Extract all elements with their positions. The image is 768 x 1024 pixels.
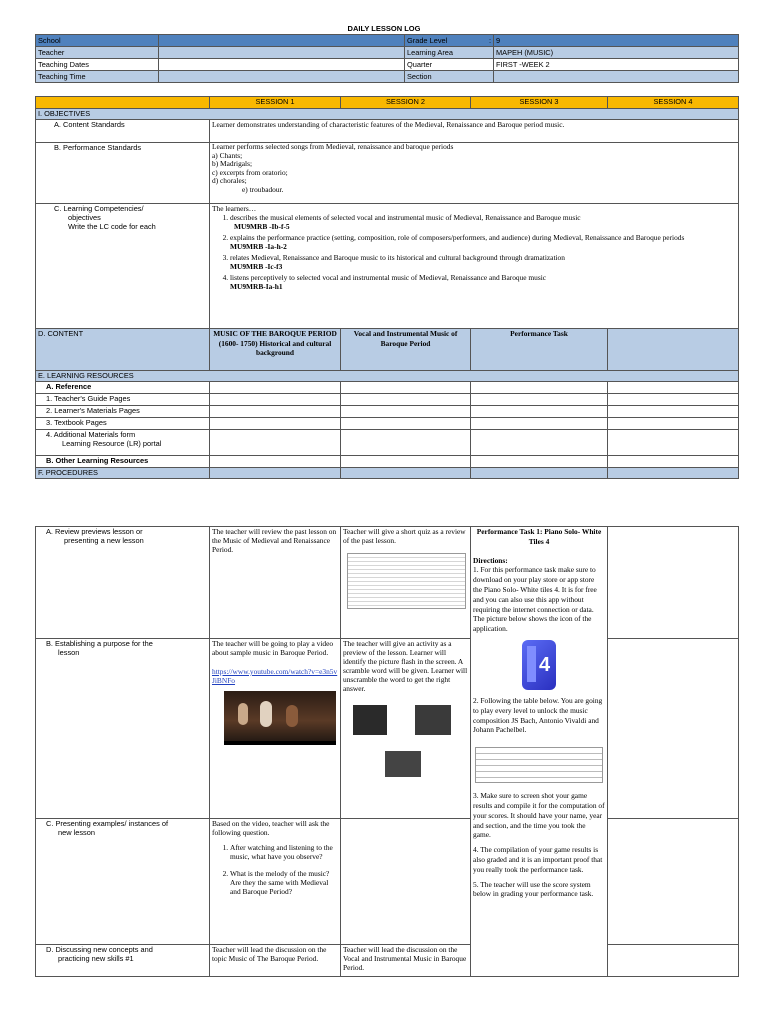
content-session-2: Vocal and Instrumental Music of Baroque Period bbox=[341, 329, 471, 371]
performance-line: b) Madrigals; bbox=[212, 159, 253, 169]
page-title: DAILY LESSON LOG bbox=[347, 24, 421, 33]
video-link[interactable]: https://www.youtube.com/watch?v=e3n5vJiBNFo bbox=[212, 667, 338, 685]
school-value[interactable] bbox=[159, 35, 405, 47]
procedure-b-session-1: The teacher will be going to play a video about sample music in Baroque Period. https://www.youtube.com/watch?v=e3n5vJiBNFo bbox=[210, 639, 341, 819]
quarter-label: Quarter bbox=[405, 59, 494, 71]
lc-list bbox=[212, 213, 736, 291]
procedures-heading: F. PROCEDURES bbox=[36, 468, 210, 479]
learning-competencies-text bbox=[210, 204, 739, 329]
performance-standards-text bbox=[210, 143, 739, 204]
lc-intro: The learners… bbox=[212, 204, 257, 213]
guide-question: 2. What is the melody of the music? Are they the same with Medieval and Baroque Period? bbox=[230, 869, 338, 896]
procedure-d-session-4 bbox=[608, 945, 739, 977]
directions-step: 4. The compilation of your game results is also graded and it is an important proof that you really took the performance task. bbox=[473, 845, 603, 874]
area-label: Learning Area bbox=[405, 47, 494, 59]
procedure-a-session-1: The teacher will review the past lesson on the Music of Medieval and Renaissance Period. bbox=[210, 527, 341, 639]
session-2-header: SESSION 2 bbox=[341, 97, 471, 109]
session-1-header: SESSION 1 bbox=[210, 97, 341, 109]
quiz-image bbox=[347, 553, 466, 609]
directions-heading: Directions: bbox=[473, 555, 508, 565]
procedures-table bbox=[35, 526, 739, 977]
directions-step: 1. For this performance task make sure to download on your play store or app store the Piano Solo- White tiles 4. It is for free and you can also use this app without requiring the internet connection or data. The picture below shows the icon of the application. bbox=[473, 565, 597, 634]
lc-item: 3. relates Medieval, Renaissance and Baroque music to its historical and cultural background through dramatization MU9MRB -Ic-f3 bbox=[230, 253, 736, 271]
guide-questions bbox=[212, 843, 338, 896]
procedure-b-session-4 bbox=[608, 639, 739, 819]
textbook-pages-label: 3. Textbook Pages bbox=[36, 418, 210, 430]
objectives-heading: I. OBJECTIVES bbox=[36, 109, 739, 120]
procedure-a-label: A. Review previews lesson or presenting a new lesson bbox=[36, 527, 210, 639]
quarter-value[interactable]: FIRST -WEEK 2 bbox=[494, 59, 739, 71]
procedure-d-label: D. Discussing new concepts and practicing new skills #1 bbox=[36, 945, 210, 977]
lesson-table bbox=[35, 96, 739, 479]
performance-line: e) troubadour. bbox=[242, 184, 284, 194]
procedure-a-session-2: Teacher will give a short quiz as a review of the past lesson. bbox=[341, 527, 471, 639]
levels-table-image bbox=[475, 747, 603, 783]
composer-portrait bbox=[353, 705, 387, 735]
procedure-b-session-2: The teacher will give an activity as a preview of the lesson. Learner will identify the picture flash in the screen. A scramble word will be given. Learner will unscramble the word to get the right answer. bbox=[341, 639, 471, 819]
teacher-label: Teacher bbox=[36, 47, 159, 59]
guide-question: 1. After watching and listening to the music, what have you observe? bbox=[230, 843, 338, 861]
resources-heading: E. LEARNING RESOURCES bbox=[36, 371, 739, 382]
composer-portrait bbox=[415, 705, 451, 735]
procedure-d-session-1: Teacher will lead the discussion on the topic Music of The Baroque Period. bbox=[210, 945, 341, 977]
lm-pages-label: 2. Learner's Materials Pages bbox=[36, 406, 210, 418]
video-thumbnail[interactable] bbox=[224, 691, 336, 745]
performance-task-cell bbox=[471, 527, 608, 977]
directions-step: 3. Make sure to screen shot your game results and compile it for the computation of your scores. It should have your name, year and section, and the time you took the game. bbox=[473, 791, 605, 840]
session-3-header: SESSION 3 bbox=[471, 97, 608, 109]
area-value[interactable]: MAPEH (MUSIC) bbox=[494, 47, 739, 59]
content-label: D. CONTENT bbox=[36, 329, 210, 371]
lc-item: 1. describes the musical elements of selected vocal and instrumental music of Medieval, Renaissance and Baroque music MU9MRB -Ib-f-5 bbox=[230, 213, 736, 231]
header-table bbox=[35, 34, 739, 83]
time-label: Teaching Time bbox=[36, 71, 159, 83]
grade-label: Grade Level : bbox=[405, 35, 494, 47]
composer-portrait bbox=[385, 751, 421, 777]
content-standards-text: Learner demonstrates understanding of characteristic features of the Medieval, Renaissance and Baroque period music. bbox=[210, 120, 739, 143]
procedure-b-label: B. Establishing a purpose for the lesson bbox=[36, 639, 210, 819]
tg-pages-label: 1. Teacher's Guide Pages bbox=[36, 394, 210, 406]
content-session-4 bbox=[608, 329, 739, 371]
lc-item: 2. explains the performance practice (setting, composition, role of composers/performers, and audience) during Medieval, Renaissance and Baroque periods MU9MRB -Ia-h-2 bbox=[230, 233, 736, 251]
dates-value[interactable] bbox=[159, 59, 405, 71]
content-standards-label: A. Content Standards bbox=[36, 120, 210, 143]
directions-step: 2. Following the table below. You are going to play every level to unlock the music composition JS Bach, Antonio Vivaldi and Johann Pachelbel. bbox=[473, 695, 603, 735]
performance-standards-label: B. Performance Standards bbox=[36, 143, 210, 204]
procedure-d-session-2: Teacher will lead the discussion on the Vocal and Instrumental Music in Baroque Period. bbox=[341, 945, 471, 977]
performance-line: c) excerpts from oratorio; bbox=[212, 167, 288, 177]
dates-label: Teaching Dates bbox=[36, 59, 159, 71]
procedure-c-session-2 bbox=[341, 819, 471, 945]
learning-competencies-label: C. Learning Competencies/ objectives Write the LC code for each bbox=[36, 204, 210, 329]
content-session-1: MUSIC OF THE BAROQUE PERIOD (1600- 1750) Historical and cultural background bbox=[210, 329, 341, 371]
lc-item: 4. listens perceptively to selected vocal and instrumental music of Medieval, Renaissance and Baroque music MU9MRB-Ia-h1 bbox=[230, 273, 736, 291]
time-value[interactable] bbox=[159, 71, 405, 83]
grade-value[interactable]: 9 bbox=[494, 35, 739, 47]
content-session-3: Performance Task bbox=[471, 329, 608, 371]
performance-line: a) Chants; bbox=[212, 150, 243, 160]
school-label: School bbox=[36, 35, 159, 47]
reference-label: A. Reference bbox=[36, 382, 210, 394]
directions-step: 5. The teacher will use the score system below in grading your performance task. bbox=[473, 879, 594, 899]
procedure-c-session-4 bbox=[608, 819, 739, 945]
procedure-c-session-1: Based on the video, teacher will ask the following question. 1. After watching and listening to the music, what have you observe? 2. What is the melody of the music? Are they the same with Medieval and Baroque Period? bbox=[210, 819, 341, 945]
section-label: Section bbox=[405, 71, 494, 83]
session-4-header: SESSION 4 bbox=[608, 97, 739, 109]
performance-line: Learner performs selected songs from Medieval, renaissance and baroque periods bbox=[212, 142, 454, 151]
performance-task-title: Performance Task 1: Piano Solo- White Tiles 4 bbox=[476, 527, 602, 546]
teacher-value[interactable] bbox=[159, 47, 405, 59]
white-tiles-icon: 4 bbox=[522, 640, 556, 690]
performance-line: d) chorales; bbox=[212, 176, 247, 186]
other-resources-label: B. Other Learning Resources bbox=[36, 456, 210, 468]
section-value[interactable] bbox=[494, 71, 739, 83]
additional-materials-label: 4. Additional Materials form Learning Resource (LR) portal bbox=[36, 430, 210, 456]
procedure-a-session-4 bbox=[608, 527, 739, 639]
procedure-c-label: C. Presenting examples/ instances of new lesson bbox=[36, 819, 210, 945]
